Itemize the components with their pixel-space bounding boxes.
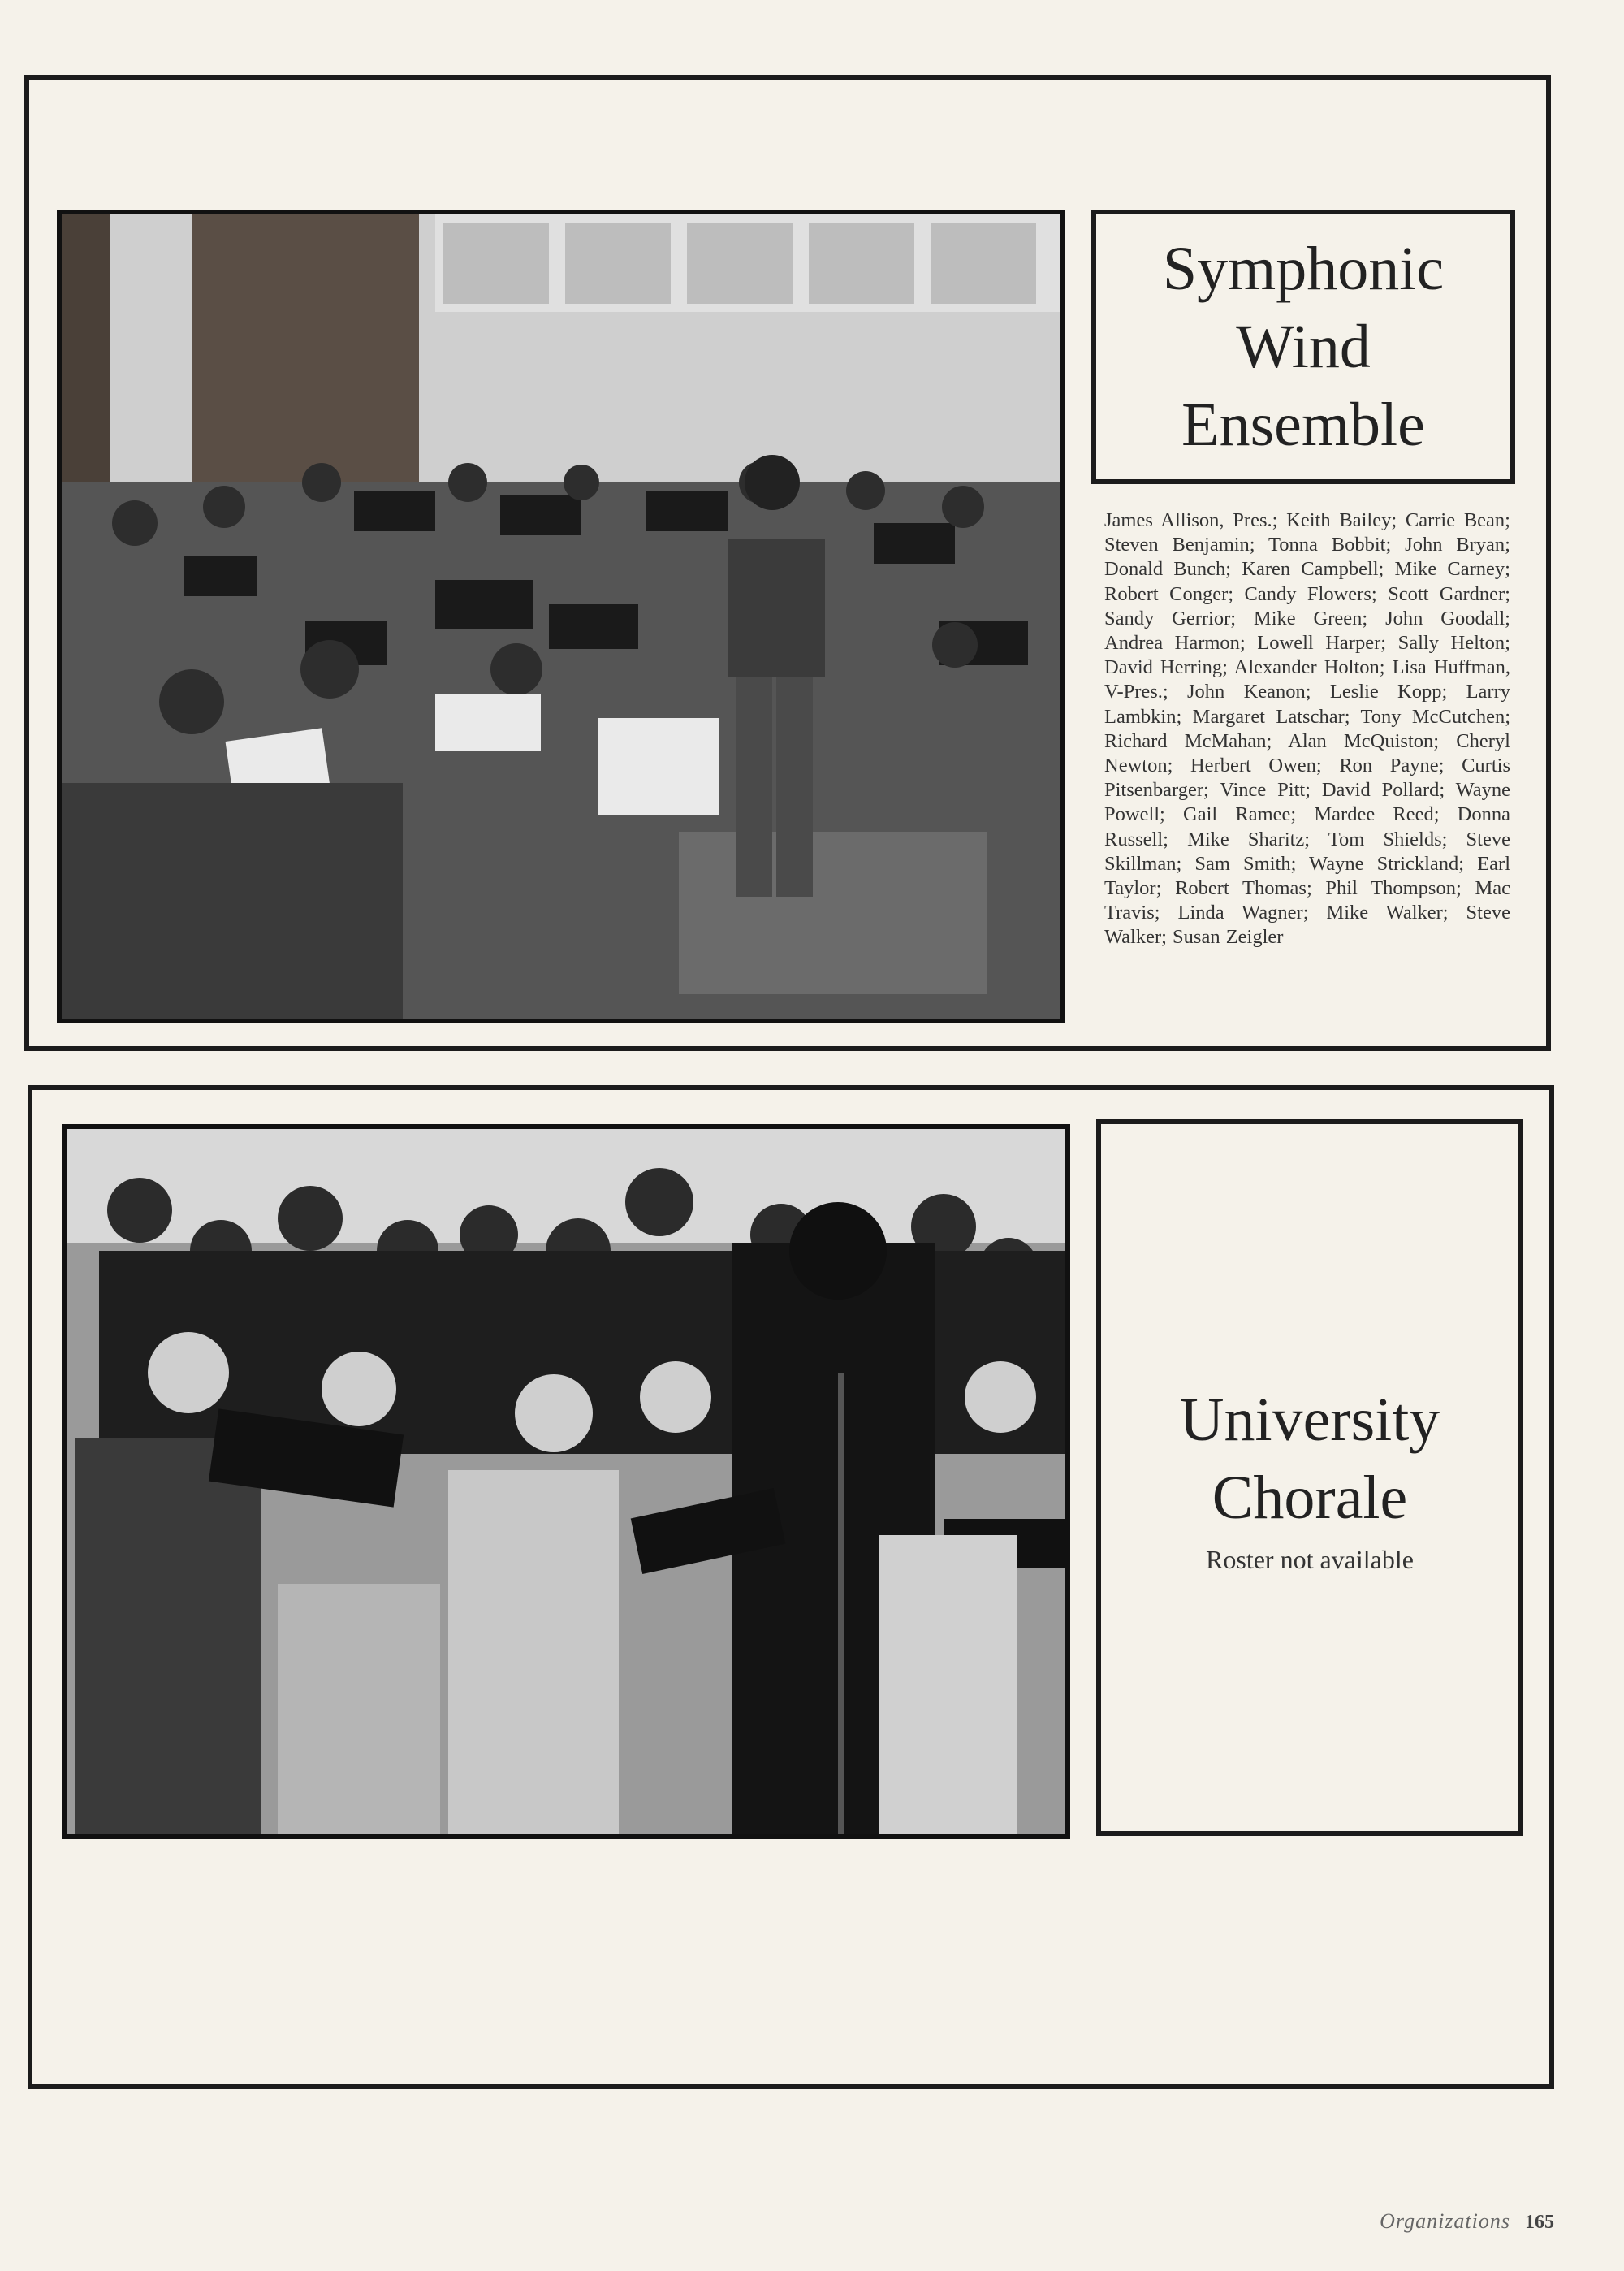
chorale-photo-illustration	[67, 1129, 1065, 1834]
symphonic-title-box	[1091, 210, 1515, 484]
chorale-title: University Chorale	[1179, 1385, 1440, 1532]
chorale-roster-note: Roster not available	[1206, 1544, 1414, 1574]
footer-section-label: Organizations	[1380, 2209, 1510, 2233]
page-number: 165	[1525, 2212, 1554, 2233]
symphonic-section	[24, 75, 1551, 1051]
chorale-photo	[62, 1124, 1070, 1839]
band-photo-illustration	[62, 214, 1060, 1019]
symphonic-roster: James Allison, Pres.; Keith Bailey; Carrie Bean; Steven Benjamin; Tonna Bobbit; John Bryan; Donald Bunch; Karen Campbell; Mike Carney; Robert Conger; Candy Flowers; Scott Gardner; Sandy Gerrior; Mike Green; John Goodall; Andrea Harmon; Lowell Harper; Sally Helton; David Herring; Alexander Holton; Lisa Huffman, V-Pres.; John Keanon; Leslie Kopp; Larry Lambkin; Margaret Latschar; Tony McCutchen; Richard McMahan; Alan McQuiston; Cheryl Newton; Herbert Owen; Ron Payne; Curtis Pitsenbarger; Vince Pitt; David Pollard; Wayne Powell; Gail Ramee; Mardee Reed; Donna Russell; Mike Sharitz; Tom Shields; Steve Skillman; Sam Smith; Wayne Strickland; Earl Taylor; Robert Thomas; Phil Thompson; Mac Travis; Linda Wagner; Mike Walker; Steve Walker; Susan Zeigler	[1104, 509, 1510, 949]
chorale-title-box	[1096, 1119, 1523, 1836]
band-rehearsal-photo	[57, 210, 1065, 1023]
chorale-section	[28, 1085, 1554, 2089]
symphonic-title: Symphonic Wind Ensemble	[1162, 235, 1445, 459]
page-footer	[1380, 2209, 1554, 2234]
